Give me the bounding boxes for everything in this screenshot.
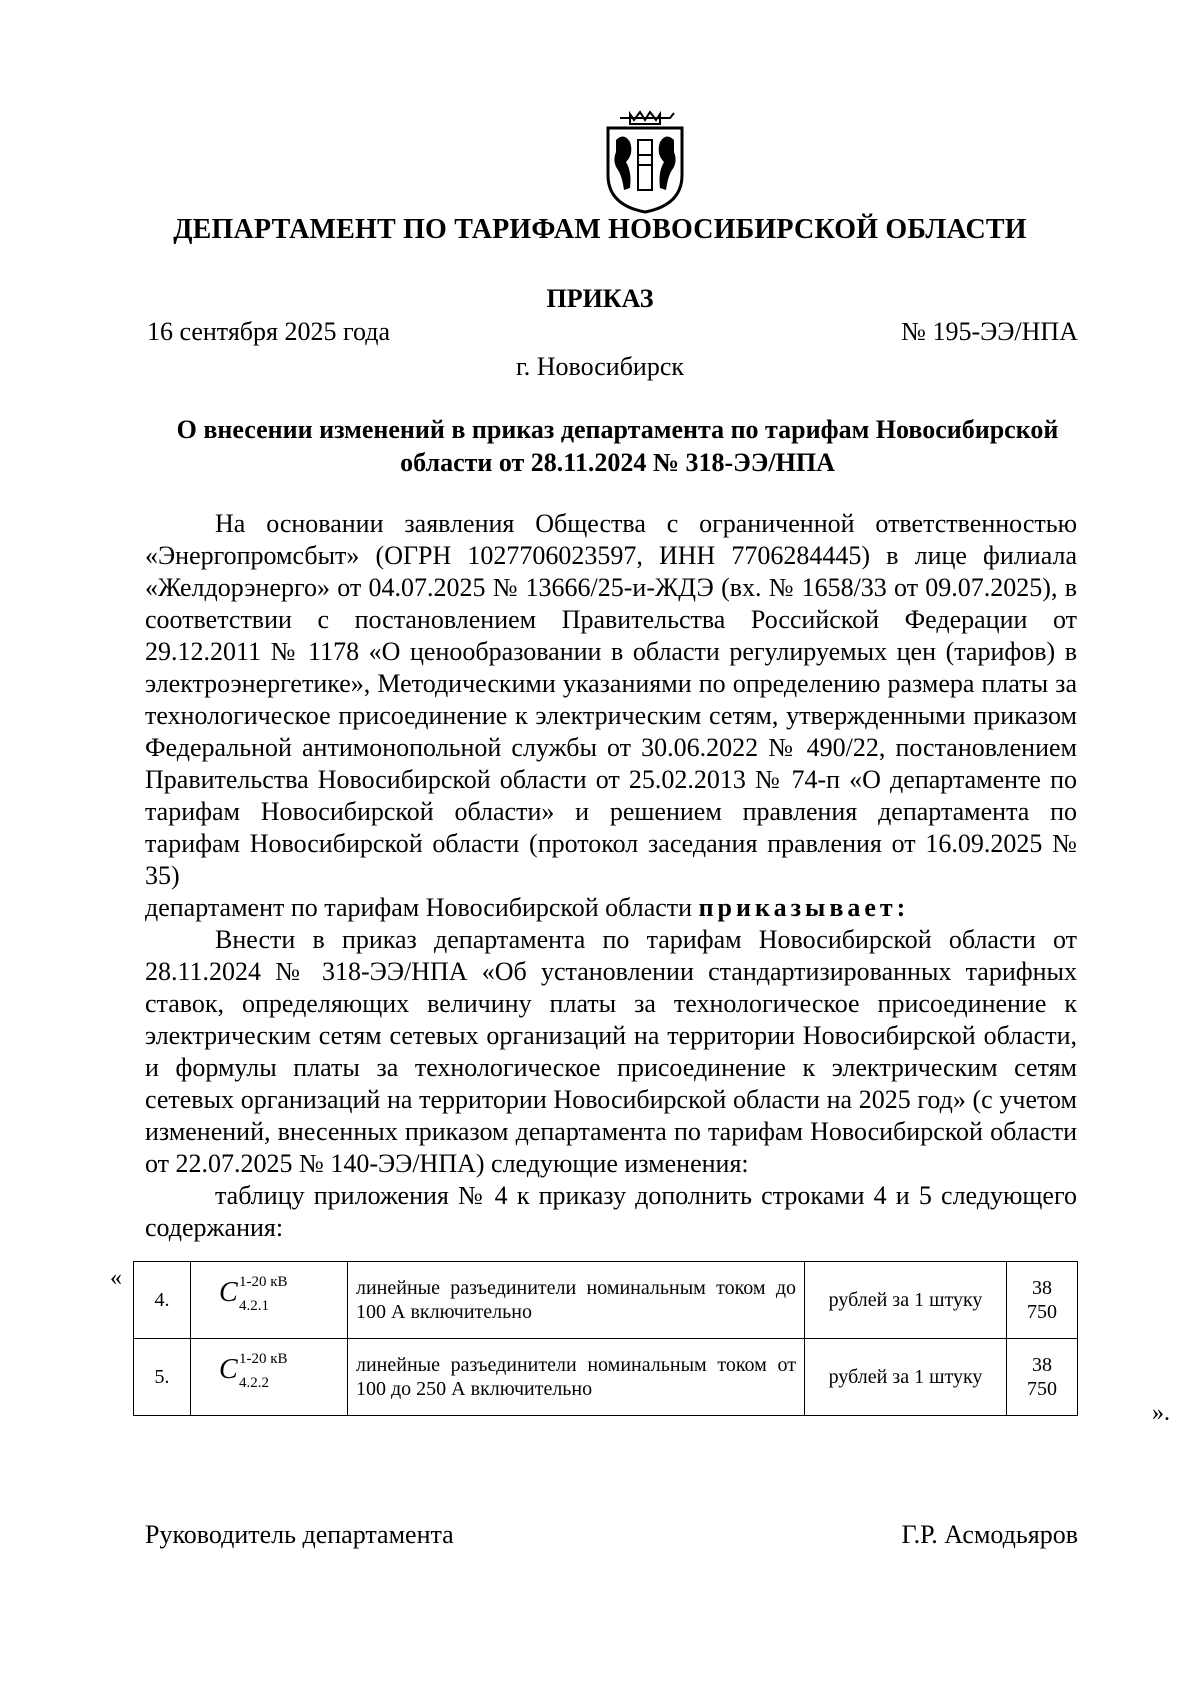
open-quote: « (110, 1265, 122, 1291)
row-number: 4. (134, 1262, 191, 1339)
close-quote: ». (1152, 1400, 1170, 1426)
rate-description: линейные разъединители номинальным током от 100 до 250 А включительно (348, 1339, 805, 1416)
rate-symbol: C 1-20 кВ 4.2.1 (191, 1262, 348, 1339)
rate-symbol: C 1-20 кВ 4.2.2 (191, 1339, 348, 1416)
rate-value: 38 750 (1007, 1262, 1078, 1339)
tariff-table (133, 1261, 1078, 1416)
table-row (134, 1339, 1078, 1416)
document-number: № 195-ЭЭ/НПА (901, 317, 1078, 346)
document-type: ПРИКАЗ (546, 284, 654, 313)
signer-name: Г.Р. Асмодьяров (901, 1520, 1078, 1549)
department-title: ДЕПАРТАМЕНТ ПО ТАРИФАМ НОВОСИБИРСКОЙ ОБЛАСТИ (173, 214, 1027, 245)
rate-value: 38 750 (1007, 1339, 1078, 1416)
rate-description: линейные разъединители номинальным током до 100 А включительно (348, 1262, 805, 1339)
coat-of-arms-icon (600, 110, 690, 215)
rate-unit: рублей за 1 штуку (805, 1262, 1007, 1339)
amendment-paragraph: Внести в приказ департамента по тарифам Новосибирской области от 28.11.2024 № 318-ЭЭ/НПА «Об установлении стандартизированных тарифных ставок, определяющих величину платы за технологическое присоединение к электрическим сетям сетевых организаций на территории Новосибирской области, и формулы платы за технологическое присоединение к электрическим сетям сетевых организаций на территории Новосибирской области на 2025 год» (с учетом изменений, внесенных приказом департамента по тарифам Новосибирской области от 22.07.2025 № 140-ЭЭ/НПА) следующие изменения: (145, 925, 1077, 1178)
table-intro-paragraph: таблицу приложения № 4 к приказу дополнить строками 4 и 5 следующего содержания: (145, 1181, 1077, 1242)
orders-prefix: департамент по тарифам Новосибирской области (145, 893, 699, 922)
basis-paragraph: На основании заявления Общества с ограниченной ответственностью «Энергопромсбыт» (ОГРН 1027706023597, ИНН 7706284445) в лице филиала «Желдорэнерго» от 04.07.2025 № 13666/25-и-ЖДЭ (вх. № 1658/33 от 09.07.2025), в соответствии с постановлением Правительства Российской Федерации от 29.12.2011 № 1178 «О ценообразовании в области регулируемых цен (тарифов) в электроэнергетике», Методическими указаниями по определению размера платы за технологическое присоединение к электрическим сетям, утвержденными приказом Федеральной антимонопольной службы от 30.06.2022 № 490/22, постановлением Правительства Новосибирской области от 25.02.2013 № 74-п «О департаменте по тарифам Новосибирской области» и решением правления департамента по тарифам Новосибирской области (протокол заседания правления от 16.09.2025 № 35) (145, 509, 1077, 890)
table-row (134, 1262, 1078, 1339)
signer-title: Руководитель департамента (145, 1520, 454, 1549)
document-city: г. Новосибирск (515, 352, 685, 381)
rate-unit: рублей за 1 штуку (805, 1339, 1007, 1416)
row-number: 5. (134, 1339, 191, 1416)
orders-word: приказывает: (698, 893, 910, 922)
document-date: 16 сентября 2025 года (147, 317, 391, 346)
document-subject: О внесении изменений в приказ департамента по тарифам Новосибирской области от 28.11.2024 № 318-ЭЭ/НПА (176, 415, 1059, 477)
orders-paragraph (145, 892, 1077, 924)
document-body (145, 508, 1077, 1244)
